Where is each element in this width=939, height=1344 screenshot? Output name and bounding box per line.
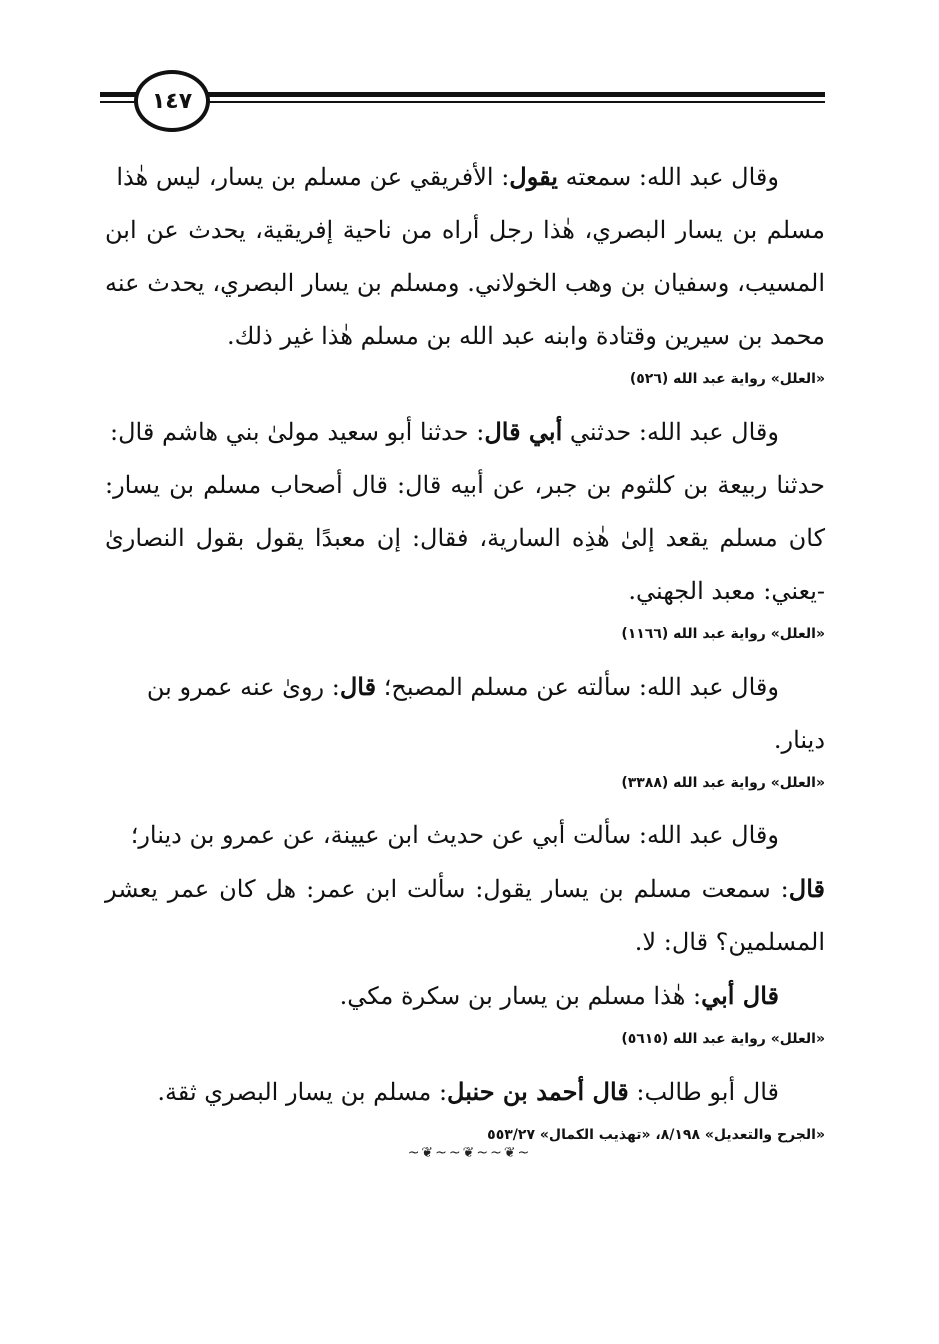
entry-source: «العلل» رواية عبد الله (١١٦٦) [621, 626, 825, 642]
entry-source: «العلل» رواية عبد الله (٣٣٨٨) [621, 775, 825, 791]
entry-text: قال أبو طالب: قال أحمد بن حنبل: مسلم بن يسار البصري ثقة. [157, 1077, 779, 1106]
entry [105, 660, 825, 795]
entry [105, 1065, 825, 1147]
entry [105, 809, 825, 1051]
entry-text: وقال عبد الله: سألته عن مسلم المصبح؛ قال: روىٰ عنه عمرو بن دينار. [146, 672, 825, 754]
page-number-badge [134, 70, 210, 132]
page-body [105, 150, 825, 1161]
entry-text: وقال عبد الله: سألت أبي عن حديث ابن عيينة، عن عمرو بن دينار؛ قال: سمعت مسلم بن يسار يقول: سألت ابن عمر: هل كان عمر يعشر المسلمين؟ قال: لا. قال أبي: هٰذا مسلم بن يسار بن سكرة مكي. [105, 821, 825, 1010]
entry-text: وقال عبد الله: حدثني أبي قال: حدثنا أبو سعيد مولىٰ بني هاشم قال: حدثنا ربيعة بن كلثوم بن جبر، عن أبيه قال: قال أصحاب مسلم بن يسار: كان مسلم يقعد إلىٰ هٰذِه السارية، فقال: إن معبدًا يقول بقول النصارىٰ -يعني: معبد الجهني. [105, 417, 825, 605]
entry-text: وقال عبد الله: سمعته يقول: الأفريقي عن مسلم بن يسار، ليس هٰذا مسلم بن يسار البصري، هٰذا رجل أراه من ناحية إفريقية، يحدث عن ابن المسيب، وسفيان بن وهب الخولاني. ومسلم بن يسار البصري، يحدث عنه محمد بن سيرين وقتادة وابنه عبد الله بن مسلم هٰذا غير ذلك. [105, 162, 826, 350]
entry-source: «العلل» رواية عبد الله (٥٢٦) [629, 371, 825, 387]
entry-source: «الجرح والتعديل» ٨/١٩٨، «تهذيب الكمال» ٥٥٣/٢٧ [487, 1127, 825, 1143]
page-header [100, 70, 825, 130]
entry [105, 150, 825, 391]
entry-source: «العلل» رواية عبد الله (٥٦١٥) [621, 1031, 825, 1047]
end-ornament: ~❦~~❦~~❦~ [407, 1145, 532, 1161]
entry [105, 405, 825, 646]
page-number: ١٤٧ [151, 88, 193, 114]
